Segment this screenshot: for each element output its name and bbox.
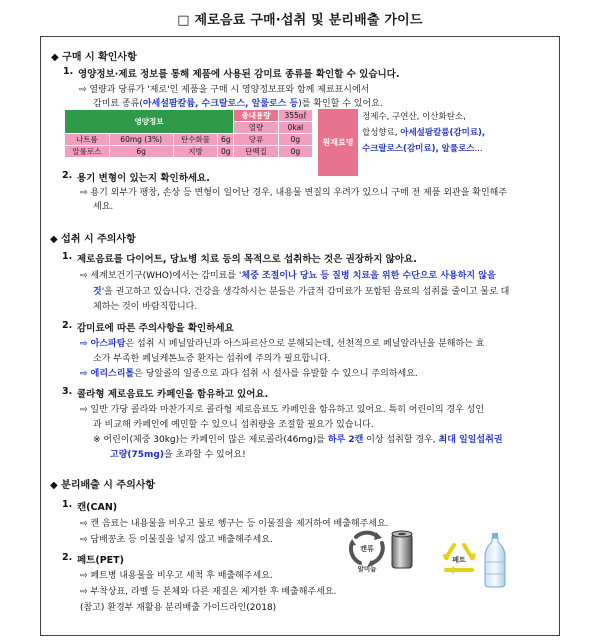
- calorie-value: 0kal: [278, 122, 312, 134]
- recycle-heading: ◆ 분리배출 시 주의사항: [50, 480, 156, 491]
- ingredient-text: [362, 109, 502, 157]
- text-span: 합성향료,: [362, 128, 401, 138]
- table-cell: 0g: [278, 134, 312, 146]
- purchase-item1-line1: ⇨ 열량과 당류가 '제로'인 제품을 구매 시 영양정보표와 함께 제료표시에서: [79, 85, 370, 95]
- can-icon: [390, 530, 414, 570]
- purchase-item2-title: 용기 변형이 있는지 확인하세요.: [77, 173, 210, 184]
- recycle-item1-line2: ⇨ 담배꽁초 등 이물질을 넣지 않고 배출해주세요.: [80, 535, 273, 545]
- sweetener-highlight: 수크랄로스(감미료), 알룰로스: [362, 144, 475, 154]
- who-highlight: 것: [93, 287, 102, 297]
- text-span: 은 섭취 시 페닐알라닌과 아스파르산으로 분해되는데, 선천적으로 페닐알라닌을 분해하는 효: [125, 339, 485, 349]
- table-cell: 탄수화물: [173, 134, 218, 146]
- intake-item3-line1: ⇨ 일반 가당 콜라와 마찬가지로 콜라형 제로음료도 카페인을 함유하고 있어요. 특히 어린이의 경우 성인: [80, 405, 485, 415]
- recycle-item1-title: 캔(CAN): [77, 502, 118, 513]
- intake-item2-number: 2.: [62, 320, 73, 331]
- intake-item3-line3: [93, 432, 503, 445]
- total-value: 355㎖: [278, 110, 312, 122]
- erythritol-highlight: ⇨ 에리스리톨: [80, 369, 135, 379]
- can-symbol-bottom: 알미늄: [357, 565, 377, 573]
- sweetener-highlight: 아세설팜칼륨, 수크랄로스, 알룰로스 등: [142, 99, 299, 109]
- intake-item2-line2: 소가 부족한 페닐케톤뇨증 환자는 섭취에 주의가 필요합니다.: [93, 354, 331, 364]
- purchase-item1-number: 1.: [63, 66, 74, 77]
- nutrition-table: [64, 109, 313, 158]
- text-span: 을 초과할 수 있어요!: [163, 450, 246, 460]
- aspartame-highlight: ⇨ 아스파탐: [80, 339, 126, 349]
- intake-item1-line2: [93, 284, 509, 297]
- intake-heading: ◆ 섭취 시 주의사항: [50, 234, 136, 245]
- ingredient-line: [362, 125, 502, 141]
- purchase-heading: ◆ 구매 시 확인사항: [51, 52, 137, 63]
- pet-bottle-icon: [483, 532, 507, 588]
- recycle-item2-title: 페트(PET): [77, 555, 124, 566]
- table-cell: 알룰로스: [65, 146, 110, 158]
- purchase-item2-line2: 세요.: [93, 202, 114, 212]
- caffeine-highlight: 최대 일일섭취권: [438, 435, 503, 445]
- intake-item3-line2: 과 비교해 카페인에 예민할 수 있으니 섭취량을 조절할 필요가 있습니다.: [93, 420, 374, 430]
- who-highlight: 체중 조절이나 당뇨 등 질병 치료을 위한 수단으로 사용하지 않을: [241, 271, 496, 281]
- purchase-item2-line1: ⇨ 용기 외부가 팽창, 손상 등 변형이 일어난 경우, 내용물 변질의 우려가 있으니 구매 전 제품 외관을 확인해주: [80, 188, 508, 198]
- intake-item3-title: 콜라형 제로음료도 카페인을 함유하고 있어요.: [77, 389, 269, 400]
- intake-item3-line4: [110, 447, 246, 460]
- table-cell: 나트륨: [65, 134, 110, 146]
- text-span: )를 확인할 수 있어요.: [298, 99, 383, 109]
- intake-item1-line3: 체하는 것이 바람직합니다.: [93, 302, 198, 312]
- ingredient-line: [362, 141, 502, 157]
- calorie-label: 열량: [234, 122, 279, 134]
- intake-item1-line1: [80, 268, 496, 281]
- recycle-item2-line1: ⇨ 페트병 내용물을 비우고 세척 후 배출해주세요.: [80, 571, 273, 581]
- recycle-item1-number: 1.: [62, 499, 73, 510]
- purchase-item1-title: 영양정보·제료 정보를 통해 제품에 사용된 감미료 종류를 확인할 수 있습니다.: [78, 69, 400, 80]
- text-span: '을 권고하고 있습니다. 건강을 생각하시는 분들은 가급적 감미료가 포함된 음료의 섭취를 줄이고 물로 대: [101, 287, 510, 297]
- text-span: ⇨ 세계보건기구(WHO)에서는 감미료를 ': [80, 271, 242, 281]
- caffeine-highlight: 고량(75mg): [110, 450, 164, 460]
- total-label: 총내용량: [234, 110, 279, 122]
- table-cell: 단백질: [234, 146, 279, 158]
- recycle-item2-ref: (참고) 환경부 재활용 분리배출 가이드라인(2018): [80, 603, 277, 613]
- nutrition-label: 영양정보: [65, 110, 234, 134]
- pet-recycle-symbol: [438, 540, 480, 580]
- text-span: ...: [474, 144, 483, 154]
- table-cell: 지방: [173, 146, 218, 158]
- ingredient-panel: [318, 109, 500, 176]
- page-title: □ 제로음료 구매·섭취 및 분리배출 가이드: [177, 13, 423, 28]
- table-cell: 0g: [278, 146, 312, 158]
- recycle-item2-number: 2.: [62, 552, 73, 563]
- table-cell: 0g: [218, 146, 234, 158]
- text-span: 감미료 종류(: [93, 99, 143, 109]
- intake-item1-number: 1.: [62, 251, 73, 262]
- ingredient-line: 정제수, 구연산, 이산화탄소,: [362, 112, 466, 122]
- table-cell: 6g: [109, 146, 173, 158]
- can-recycle-symbol: [346, 527, 388, 573]
- intake-item2-line1: [80, 336, 484, 349]
- text-span: 은 당알콜의 일종으로 과다 섭취 시 설사를 유발할 수 있으니 주의하세요.: [134, 369, 418, 379]
- can-symbol-top: 캔류: [360, 545, 374, 553]
- sweetener-highlight: 아세설팜칼륨(감미료),: [400, 128, 486, 138]
- recycle-item2-line2: ⇨ 부착상표, 라벨 등 본체와 다른 재질은 제거한 후 배출해주세요.: [80, 587, 337, 597]
- caffeine-highlight: 하루 2캔: [327, 435, 364, 445]
- table-cell: 60mg (3%): [109, 134, 173, 146]
- text-span: 이상 섭취할 경우,: [363, 435, 439, 445]
- ingredient-label: 원재료명: [318, 109, 358, 176]
- text-span: ※ 어린이(체중 30kg)는 카페인이 많은 제로콜라(46mg)를: [93, 435, 328, 445]
- intake-item3-number: 3.: [62, 386, 73, 397]
- recycle-item1-line1: ⇨ 캔 음료는 내용물을 비우고 물로 헹구는 등 이물질을 제거하여 배출해주세요.: [80, 519, 389, 529]
- purchase-item2-number: 2.: [62, 170, 73, 181]
- intake-item1-title: 제로음료를 다이어트, 당뇨병 치료 등의 목적으로 섭취하는 것은 권장하지 않아요.: [77, 254, 417, 265]
- purchase-item1-line2: [93, 96, 383, 109]
- pet-symbol-text: 페트: [452, 556, 466, 564]
- table-cell: 당류: [234, 134, 279, 146]
- intake-item2-line3: [80, 366, 418, 379]
- intake-item2-title: 감미료에 따른 주의사항을 확인하세요: [77, 323, 234, 334]
- table-cell: 6g: [218, 134, 234, 146]
